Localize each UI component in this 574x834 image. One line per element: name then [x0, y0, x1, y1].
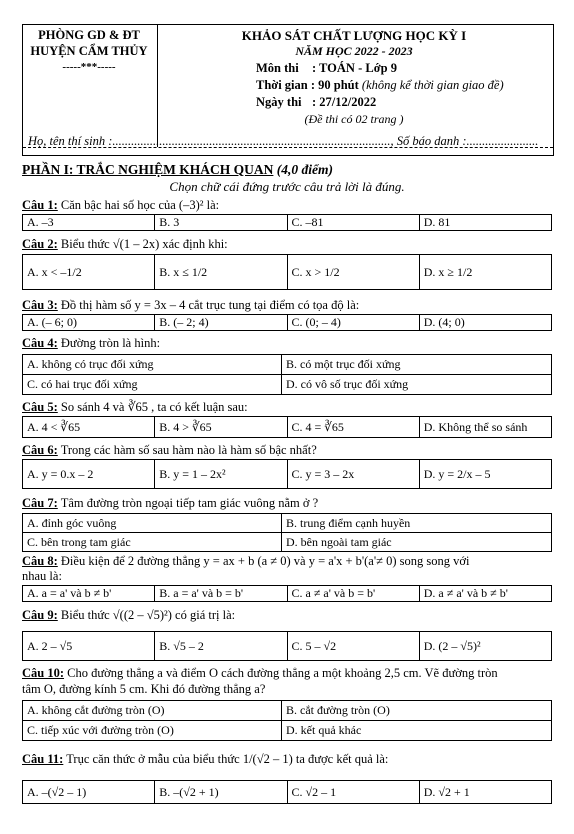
q10-option-d[interactable]: D. kết quả khác [282, 721, 552, 741]
q1-option-a[interactable]: A. –3 [23, 215, 155, 231]
q11-option-b[interactable]: B. –(√2 + 1) [155, 781, 287, 804]
question-4 [22, 336, 160, 351]
q10-option-a[interactable]: A. không cắt đường tròn (O) [23, 701, 282, 721]
question-7 [22, 496, 318, 511]
q2-option-c[interactable]: C. x > 1/2 [287, 255, 419, 290]
candidate-name-label: Họ, tên thí sinh : [28, 134, 113, 148]
q6-option-d[interactable]: D. y = 2/x – 5 [419, 460, 551, 489]
question-8-options [22, 585, 552, 602]
q4-option-a[interactable]: A. không có trục đối xứng [23, 355, 282, 375]
page-count: (Đề thi có 02 trang ) [304, 112, 404, 126]
question-9-label: Câu 9: [22, 608, 58, 622]
question-11-text: Trục căn thức ở mẫu của biểu thức 1/(√2 – 1) ta được kết quả là: [66, 752, 389, 766]
subject-label: Môn thi [256, 61, 299, 75]
question-5 [22, 399, 248, 415]
q3-option-b[interactable]: B. (– 2; 4) [155, 315, 287, 331]
q6-option-b[interactable]: B. y = 1 – 2x² [155, 460, 287, 489]
candidate-id-label: Số báo danh : [396, 134, 467, 148]
part1-title: PHẦN I: TRẮC NGHIỆM KHÁCH QUAN [22, 162, 274, 177]
q8-option-a[interactable]: A. a = a' và b ≠ b' [23, 586, 155, 602]
part1-heading [22, 162, 333, 178]
question-9-text: Biểu thức √((2 – √5)²) có giá trị là: [60, 608, 236, 622]
q10-option-c[interactable]: C. tiếp xúc với đường tròn (O) [23, 721, 282, 741]
org-line-3: -----***----- [62, 61, 116, 73]
q9-option-b[interactable]: B. √5 – 2 [155, 632, 287, 661]
q2-option-a[interactable]: A. x < –1/2 [23, 255, 155, 290]
q11-option-d[interactable]: D. √2 + 1 [419, 781, 551, 804]
org-line-1: PHÒNG GD & ĐT [38, 28, 140, 42]
q8-option-c[interactable]: C. a ≠ a' và b = b' [287, 586, 419, 602]
q2-option-d[interactable]: D. x ≥ 1/2 [419, 255, 551, 290]
question-7-text: Tâm đường tròn ngoại tiếp tam giác vuông nằm ở ? [60, 496, 319, 510]
date-label: Ngày thi [256, 95, 302, 109]
question-11 [22, 752, 388, 767]
time-label: Thời gian : 90 phút [256, 78, 359, 92]
time-note: (không kể thời gian giao đề) [361, 78, 504, 92]
question-3-text: Đồ thị hàm số y = 3x – 4 cắt trục tung tại điểm có tọa độ là: [60, 298, 360, 312]
question-3 [22, 298, 359, 313]
q5-option-a[interactable]: A. 4 < ∛65 [23, 417, 155, 438]
question-8-text-cont: nhau là: [22, 569, 62, 583]
q1-option-b[interactable]: B. 3 [155, 215, 287, 231]
question-3-label: Câu 3: [22, 298, 58, 312]
question-2-label: Câu 2: [22, 237, 58, 251]
q3-option-a[interactable]: A. (– 6; 0) [23, 315, 155, 331]
q1-option-d[interactable]: D. 81 [419, 215, 551, 231]
q9-option-d[interactable]: D. (2 – √5)² [419, 632, 551, 661]
question-5-label: Câu 5: [22, 400, 58, 414]
q7-option-a[interactable]: A. đỉnh góc vuông [23, 514, 282, 533]
candidate-id-dots: ....................... [466, 134, 539, 148]
q4-option-d[interactable]: D. có vô số trục đối xứng [282, 375, 552, 395]
school-year: NĂM HỌC 2022 - 2023 [295, 44, 413, 58]
question-7-label: Câu 7: [22, 496, 58, 510]
question-2-text: Biểu thức √(1 – 2x) xác định khi: [60, 237, 228, 251]
q6-option-c[interactable]: C. y = 3 – 2x [287, 460, 419, 489]
q10-option-b[interactable]: B. cắt đường tròn (O) [282, 701, 552, 721]
question-8-text: Điều kiện để 2 đường thẳng y = ax + b (a ≠ 0) và y = a'x + b'(a'≠ 0) song song với [60, 554, 470, 568]
question-7-options [22, 513, 552, 552]
question-11-label: Câu 11: [22, 752, 64, 766]
subject-value: : TOÁN - Lớp 9 [312, 61, 397, 75]
question-2-options [22, 254, 552, 290]
question-10 [22, 666, 498, 681]
question-9 [22, 608, 235, 623]
q5-option-d[interactable]: D. Không thể so sánh [419, 417, 551, 438]
question-10-text: Cho đường thẳng a và điểm O cách đường thẳng a một khoảng 2,5 cm. Vẽ đường tròn [67, 666, 498, 680]
question-6-options [22, 459, 552, 489]
question-10-label: Câu 10: [22, 666, 65, 680]
q8-option-b[interactable]: B. a = a' và b = b' [155, 586, 287, 602]
q7-option-d[interactable]: D. bên ngoài tam giác [282, 533, 552, 552]
question-5-options [22, 416, 552, 438]
q6-option-a[interactable]: A. y = 0.x – 2 [23, 460, 155, 489]
q4-option-b[interactable]: B. có một trục đối xứng [282, 355, 552, 375]
question-5-text: So sánh 4 và ∛65 , ta có kết luận sau: [60, 400, 248, 414]
q5-option-b[interactable]: B. 4 > ∛65 [155, 417, 287, 438]
question-4-text: Đường tròn là hình: [60, 336, 161, 350]
question-6-label: Câu 6: [22, 443, 58, 457]
question-1-options [22, 214, 552, 231]
question-10-options [22, 700, 552, 741]
q11-option-a[interactable]: A. –(√2 – 1) [23, 781, 155, 804]
q4-option-c[interactable]: C. có hai trục đối xứng [23, 375, 282, 395]
candidate-name-field[interactable] [28, 134, 538, 149]
question-1-label: Câu 1: [22, 198, 58, 212]
question-1 [22, 198, 219, 213]
part1-points: (4,0 điểm) [276, 162, 334, 177]
q11-option-c[interactable]: C. √2 – 1 [287, 781, 419, 804]
question-8-label: Câu 8: [22, 554, 58, 568]
question-6 [22, 443, 317, 458]
question-10-text-cont: tâm O, đường kính 5 cm. Khi đó đường thẳng a? [22, 682, 266, 696]
exam-title: KHẢO SÁT CHẤT LƯỢNG HỌC KỲ I [241, 28, 467, 43]
candidate-name-dots: ........................................................................................., [112, 134, 394, 148]
q1-option-c[interactable]: C. –81 [287, 215, 419, 231]
question-2 [22, 237, 228, 252]
question-9-options [22, 631, 552, 661]
q9-option-a[interactable]: A. 2 – √5 [23, 632, 155, 661]
q9-option-c[interactable]: C. 5 – √2 [287, 632, 419, 661]
q3-option-d[interactable]: D. (4; 0) [419, 315, 551, 331]
question-1-text: Căn bậc hai số học của (–3)² là: [60, 198, 220, 212]
time-row [256, 78, 504, 93]
question-6-text: Trong các hàm số sau hàm nào là hàm số bậc nhất? [60, 443, 317, 457]
q7-option-c[interactable]: C. bên trong tam giác [23, 533, 282, 552]
question-3-options [22, 314, 552, 331]
question-8 [22, 554, 469, 569]
q7-option-b[interactable]: B. trung điểm cạnh huyền [282, 514, 552, 533]
q8-option-d[interactable]: D. a ≠ a' và b ≠ b' [419, 586, 551, 602]
q3-option-c[interactable]: C. (0; – 4) [287, 315, 419, 331]
q2-option-b[interactable]: B. x ≤ 1/2 [155, 255, 287, 290]
q5-option-c[interactable]: C. 4 = ∛65 [287, 417, 419, 438]
date-value: : 27/12/2022 [312, 95, 377, 109]
part1-instruction: Chọn chữ cái đứng trước câu trả lời là đúng. [169, 179, 405, 194]
question-11-options [22, 780, 552, 804]
org-line-2: HUYỆN CẨM THỦY [30, 44, 148, 58]
question-4-label: Câu 4: [22, 336, 58, 350]
question-4-options [22, 354, 552, 395]
